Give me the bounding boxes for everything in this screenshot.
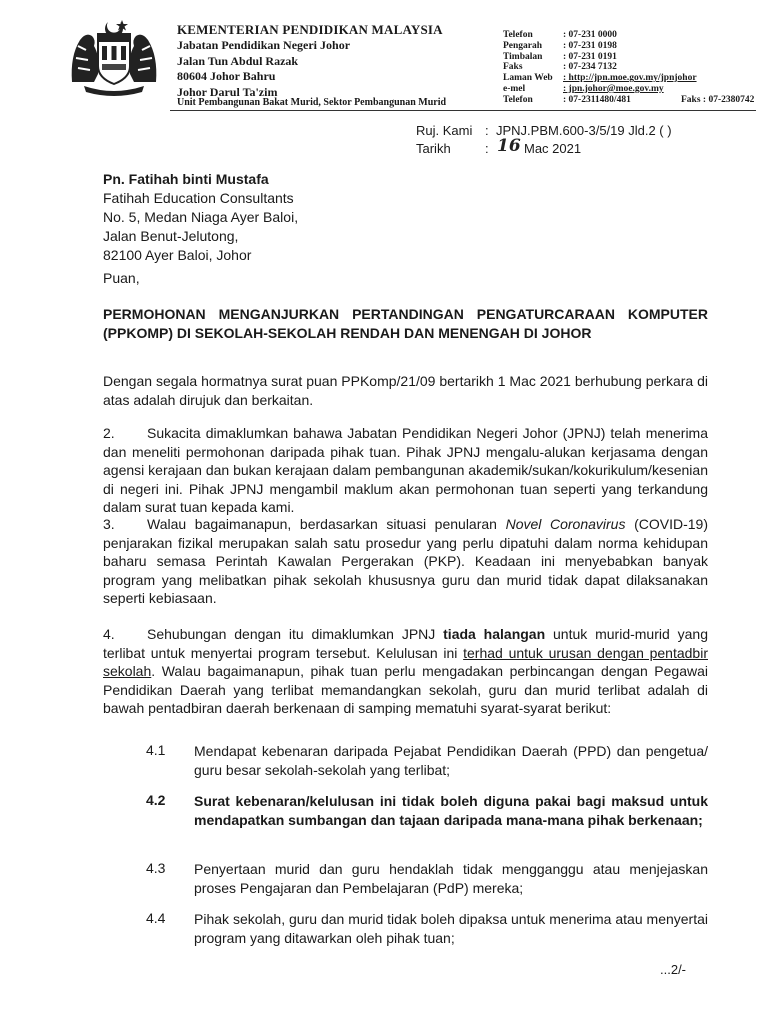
recipient-line: Fatihah Education Consultants bbox=[103, 190, 294, 206]
contact-row bbox=[503, 73, 753, 84]
condition-item: Surat kebenaran/kelulusan ini tidak boleh diguna pakai bagi maksud untuk mendapatkan sumbangan dan tajaan daripada mana-mana pihak berkenaan; bbox=[194, 793, 708, 828]
contact-label: Pengarah bbox=[503, 40, 543, 51]
page-continuation: ...2/- bbox=[660, 962, 687, 977]
paragraph-1: Dengan segala hormatnya surat puan PPKomp/21/09 bertarikh 1 Mac 2021 berhubung perkara di atas adalah dirujuk dan berkaitan. bbox=[103, 373, 708, 408]
email-link[interactable]: : jpn.johor@moe.gov.my bbox=[563, 83, 664, 94]
paragraph-2 bbox=[103, 424, 708, 517]
ref-colon: : bbox=[485, 141, 489, 156]
recipient-line: No. 5, Medan Niaga Ayer Baloi, bbox=[103, 209, 299, 225]
underlined-phrase: terhad untuk urusan dengan pentadbir sekolah bbox=[103, 644, 708, 680]
paragraph-text: Walau bagaimanapun, berdasarkan situasi penularan bbox=[147, 516, 506, 532]
paragraph-number: 4. bbox=[103, 626, 115, 642]
letter-subject: PERMOHONAN MENGANJURKAN PERTANDINGAN PENGATURCARAAN KOMPUTER (PPKOMP) DI SEKOLAH-SEKOLAH RENDAH DAN MENENGAH DI JOHOR bbox=[103, 306, 708, 341]
recipient-name: Pn. Fatihah binti Mustafa bbox=[103, 171, 269, 187]
ruj-value: JPNJ.PBM.600-3/5/19 Jld.2 ( ) bbox=[496, 123, 672, 138]
ruj-label: Ruj. Kami bbox=[416, 123, 473, 138]
recipient-address bbox=[103, 170, 298, 265]
recipient-line: Jalan Benut-Jelutong, bbox=[103, 228, 239, 244]
contact-row bbox=[503, 41, 753, 52]
item-number: 4.2 bbox=[146, 792, 166, 808]
contact-list bbox=[503, 30, 753, 106]
contact-row bbox=[503, 52, 753, 63]
contact-row bbox=[503, 30, 753, 41]
contact-label: Laman Web bbox=[503, 73, 553, 84]
paragraph-4 bbox=[103, 625, 708, 718]
contact-label: Faks bbox=[503, 62, 523, 73]
contact-value: : 07-231 0198 bbox=[563, 40, 617, 51]
malaysia-crest-icon bbox=[64, 16, 164, 96]
italic-term: Novel Coronavirus bbox=[505, 516, 626, 532]
ministry-name: KEMENTERIAN PENDIDIKAN MALAYSIA bbox=[177, 22, 443, 37]
fax-value: Faks : 07-2380742 bbox=[681, 94, 755, 105]
address-line: Jabatan Pendidikan Negeri Johor bbox=[177, 38, 351, 52]
paragraph-text: untuk murid-murid yang terlibat untuk menyertai program tersebut. Kelulusan ini bbox=[103, 626, 708, 661]
contact-value: : 07-231 0000 bbox=[563, 30, 617, 40]
paragraph-number: 2. bbox=[103, 425, 115, 441]
website-link[interactable]: : http://jpn.moe.gov.my/jpnjohor bbox=[563, 73, 697, 84]
paragraph-3 bbox=[103, 515, 708, 608]
address-line: 80604 Johor Bahru bbox=[177, 69, 276, 83]
paragraph-text: Sehubungan dengan itu dimaklumkan JPNJ bbox=[147, 626, 444, 642]
contact-value: : 07-234 7132 bbox=[563, 62, 617, 73]
contact-value: : 07-2311480/481 bbox=[563, 94, 631, 105]
condition-item: Mendapat kebenaran daripada Pejabat Pendidikan Daerah (PPD) dan pengetua/ guru besar sekolah-sekolah yang terlibat; bbox=[194, 743, 708, 778]
address-line: Johor Darul Ta'zim bbox=[177, 84, 278, 99]
contact-row bbox=[503, 62, 753, 73]
tarikh-label: Tarikh bbox=[416, 141, 451, 156]
ref-colon: : bbox=[485, 123, 489, 138]
contact-label: Timbalan bbox=[503, 51, 543, 62]
letterhead-divider bbox=[170, 110, 756, 111]
letterhead-address bbox=[177, 22, 497, 100]
bold-phrase: tiada halangan bbox=[443, 626, 546, 642]
unit-name: Unit Pembangunan Bakat Murid, Sektor Pembangunan Murid bbox=[177, 97, 447, 108]
contact-value: : 07-231 0191 bbox=[563, 51, 617, 62]
paragraph-text: . Walau bagaimanapun, pihak tuan perlu mengadakan perbincangan dengan Pegawai Pendidikan Daerah yang terlibat memandangkan sekolah, guru dan murid terlibat adalah di bawah pentadbiran daerah berkenaan di samping mematuhi syarat-syarat berikut: bbox=[103, 663, 708, 717]
recipient-line: 82100 Ayer Baloi, Johor bbox=[103, 247, 252, 263]
handwritten-day: 16 bbox=[497, 136, 521, 156]
item-number: 4.1 bbox=[146, 742, 166, 758]
paragraph-text: (COVID-19) penjarakan fizikal merupakan salah satu prosedur yang perlu dipatuhi dalam norma kehidupan baharu semasa Perintah Kawalan Pergerakan (PKP). Keadaan ini menyebabkan banyak program yang melibatkan pihak sekolah khususnya guru dan murid tidak dapat dilaksanakan seperti kebiasaan. bbox=[103, 516, 708, 607]
item-number: 4.3 bbox=[146, 860, 166, 876]
date-month-year: Mac 2021 bbox=[524, 141, 582, 156]
contact-label: e-mel bbox=[503, 83, 526, 94]
paragraph-number: 3. bbox=[103, 516, 115, 532]
address-line: Jalan Tun Abdul Razak bbox=[177, 53, 299, 68]
paragraph-text: Sukacita dimaklumkan bahawa Jabatan Pendidikan Negeri Johor (JPNJ) telah menerima dan meneliti permohonan daripada pihak tuan. Pihak JPNJ mengalu-alukan kerjasama dengan agensi kerajaan dan bukan kerajaan dalam pembangunan akademik/sukan/kokurikulum/kesenian di negeri ini. Pihak JPNJ mengambil maklum akan permohonan tuan seperti yang terkandung dalam surat tuan kepada kami. bbox=[103, 425, 708, 516]
contact-row bbox=[503, 84, 753, 95]
item-number: 4.4 bbox=[146, 910, 166, 926]
contact-label: Telefon bbox=[503, 30, 533, 40]
contact-label: Telefon bbox=[503, 94, 533, 105]
condition-item: Penyertaan murid dan guru hendaklah tidak mengganggu atau menjejaskan proses Pengajaran dan Pembelajaran (PdP) mereka; bbox=[194, 861, 708, 896]
contact-row bbox=[503, 95, 753, 106]
salutation: Puan, bbox=[103, 270, 140, 286]
condition-item: Pihak sekolah, guru dan murid tidak boleh dipaksa untuk menerima atau menyertai program yang ditawarkan oleh pihak tuan; bbox=[194, 911, 708, 946]
